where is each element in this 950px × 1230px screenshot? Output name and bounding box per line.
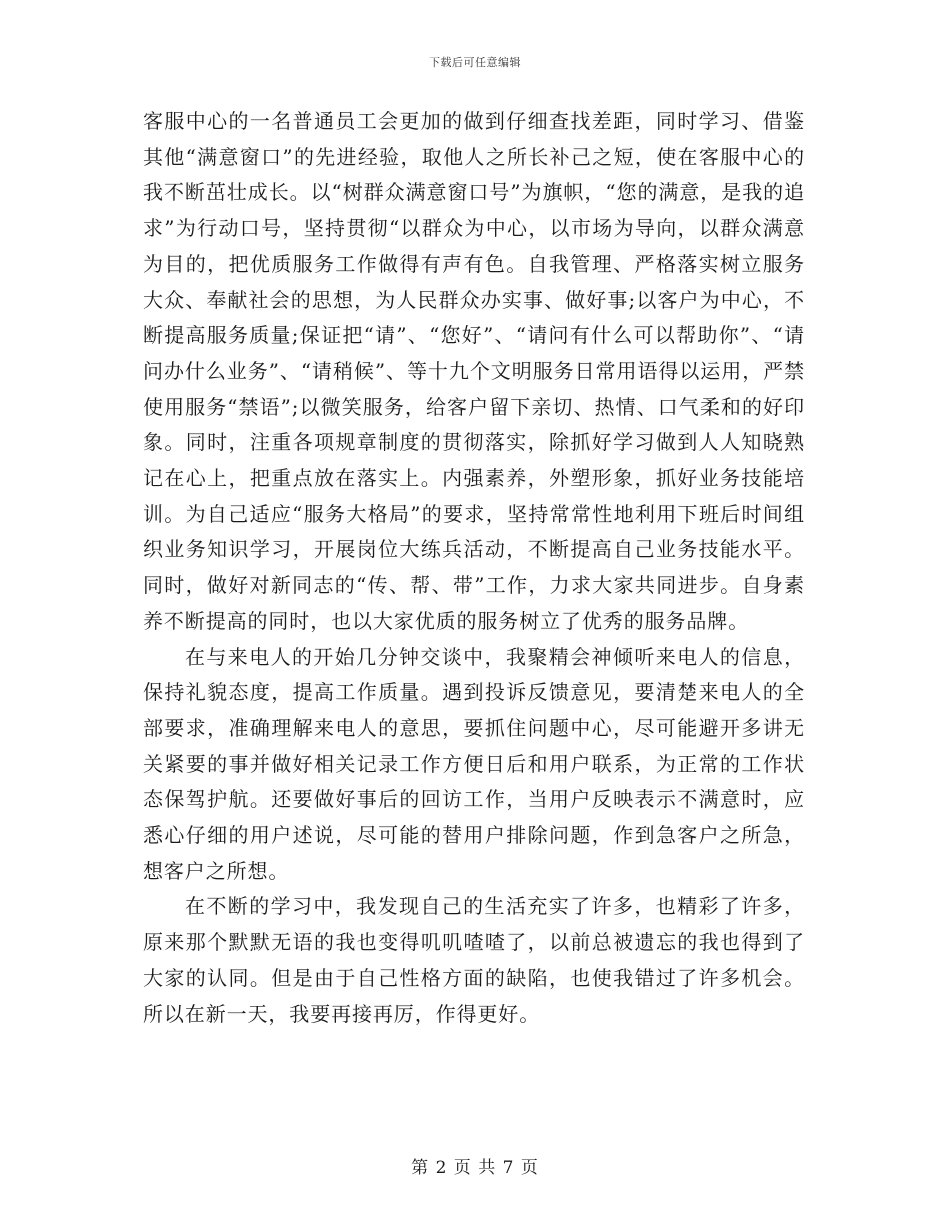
page-header-note: 下载后可任意编辑	[429, 56, 521, 69]
paragraph-learning-reflection: 在不断的学习中，我发现自己的生活充实了许多，也精彩了许多，原来那个默默无语的我也变得叽叽喳喳了，以前总被遗忘的我也得到了大家的认同。但是由于自己性格方面的缺陷，也使我错过了许多机会。所以在新一天，我要再接再厉，作得更好。	[143, 894, 805, 1026]
document-body	[143, 104, 805, 1032]
page-number-footer: 第 2 页 共 7 页	[411, 1158, 539, 1178]
paragraph-continued: 客服中心的一名普通员工会更加的做到仔细查找差距，同时学习、借鉴其他“满意窗口”的先进经验，取他人之所长补己之短，使在客服中心的我不断茁壮成长。以“树群众满意窗口号”为旗帜，“您的满意，是我的追求”为行动口号，坚持贯彻“以群众为中心，以市场为导向，以群众满意为目的，把优质服务工作做得有声有色。自我管理、严格落实树立服务大众、奉献社会的思想，为人民群众办实事、做好事;以客户为中心，不断提高服务质量;保证把“请”、“您好”、“请问有什么可以帮助你”、“请问办什么业务”、“请稍候”、等十九个文明服务日常用语得以运用，严禁使用服务“禁语”;以微笑服务，给客户留下亲切、热情、口气柔和的好印象。同时，注重各项规章制度的贯彻落实，除抓好学习做到人人知晓熟记在心上，把重点放在落实上。内强素养，外塑形象，抓好业务技能培训。为自己适应“服务大格局”的要求，坚持常常性地利用下班后时间组织业务知识学习，开展岗位大练兵活动，不断提高自己业务技能水平。同时，做好对新同志的“传、帮、带”工作，力求大家共同进步。自身素养不断提高的同时，也以大家优质的服务树立了优秀的服务品牌。	[143, 109, 805, 633]
paragraph-caller-handling: 在与来电人的开始几分钟交谈中，我聚精会神倾听来电人的信息，保持礼貌态度，提高工作质量。遇到投诉反馈意见，要清楚来电人的全部要求，准确理解来电人的意思，要抓住问题中心，尽可能避开多讲无关紧要的事并做好相关记录工作方便日后和用户联系，为正常的工作状态保驾护航。还要做好事后的回访工作，当用户反映表示不满意时，应悉心仔细的用户述说，尽可能的替用户排除问题，作到急客户之所急，想客户之所想。	[143, 644, 805, 883]
